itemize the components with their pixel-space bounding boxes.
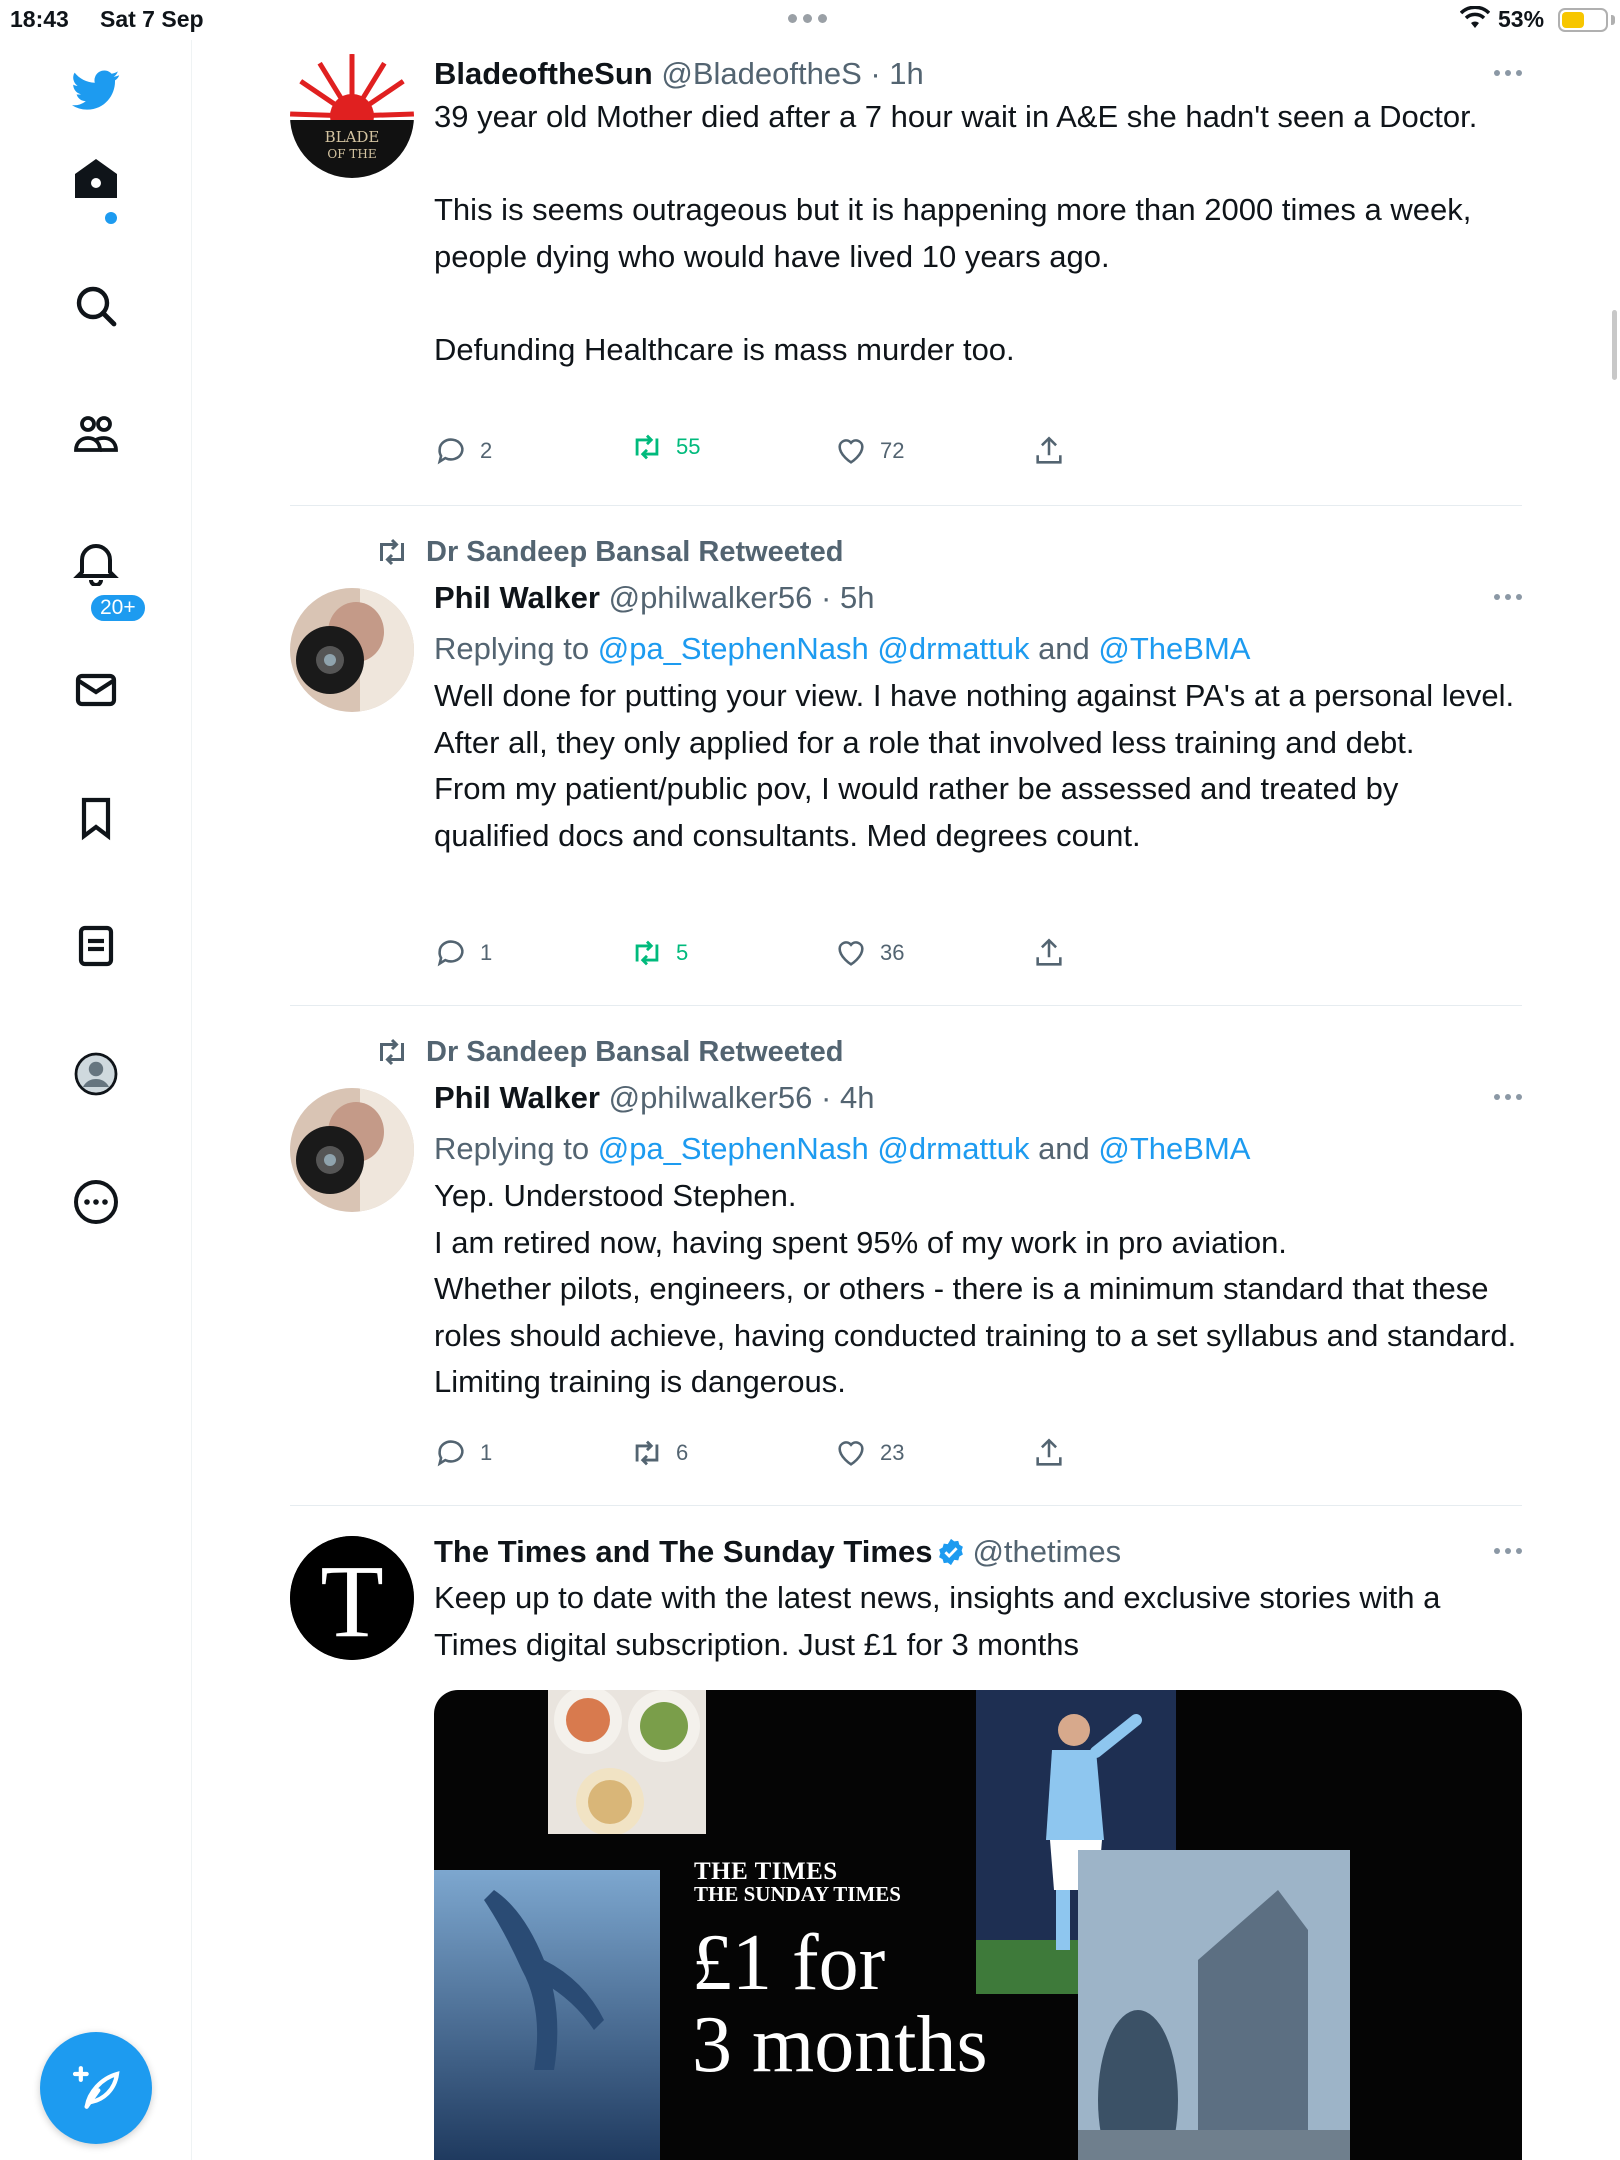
- retweet-context[interactable]: [374, 1034, 843, 1070]
- replying-to-and: and: [1029, 631, 1099, 666]
- ad-photo-food: [548, 1690, 706, 1834]
- like-count: 36: [880, 940, 905, 965]
- tweet-header: [434, 578, 1522, 618]
- tweet-actions: [434, 1436, 1134, 1476]
- ad-photo-city: [1078, 1850, 1350, 2160]
- status-time: 18:43: [10, 6, 69, 32]
- reply-button[interactable]: [434, 434, 492, 468]
- user-handle[interactable]: @philwalker56: [608, 1080, 813, 1115]
- avatar[interactable]: [290, 1536, 414, 1660]
- status-bar: [0, 0, 1620, 40]
- tweet-header: [434, 1078, 1522, 1118]
- share-icon: [1032, 1436, 1066, 1470]
- battery-icon: [1558, 8, 1608, 32]
- divider: [290, 505, 1522, 506]
- like-button[interactable]: [834, 434, 904, 468]
- like-count: 72: [880, 438, 905, 463]
- tweet-header: [434, 1532, 1522, 1572]
- wifi-icon: [1460, 6, 1490, 30]
- replying-to: [434, 629, 1522, 669]
- more-options-icon[interactable]: [1482, 594, 1522, 600]
- lists-icon[interactable]: [68, 918, 124, 974]
- svg-text:OF THE: OF THE: [327, 147, 377, 161]
- avatar[interactable]: [290, 1088, 414, 1212]
- heart-icon: [834, 434, 868, 468]
- tweet-actions: [434, 434, 1134, 474]
- home-icon[interactable]: [68, 150, 124, 206]
- verified-badge-icon: [936, 1537, 966, 1567]
- reply-icon: [434, 936, 468, 970]
- retweet-icon: [374, 1034, 410, 1070]
- share-button[interactable]: [1032, 936, 1066, 970]
- avatar[interactable]: [290, 588, 414, 712]
- retweet-context[interactable]: [374, 534, 843, 570]
- mention-link[interactable]: @pa_StephenNash @drmattuk: [597, 1131, 1030, 1166]
- tweet-text: 39 year old Mother died after a 7 hour wait in A&E she hadn't seen a Doctor. This is seems outrageous but it is happening more than 2000 times a week, people dying who would have lived 10 years ago. Defunding Healthcare is mass murder too.: [434, 99, 1478, 367]
- mention-link[interactable]: @TheBMA: [1098, 1131, 1251, 1166]
- ad-headline: £1 for 3 months: [692, 1919, 988, 2089]
- retweet-icon: [630, 936, 664, 970]
- replying-to-label: Replying to: [434, 631, 598, 666]
- ad-media-card[interactable]: [434, 1690, 1522, 2160]
- display-name[interactable]: The Times and The Sunday Times: [434, 1534, 933, 1569]
- tweet-text: Yep. Understood Stephen. I am retired now, having spent 95% of my work in pro aviation. Whether pilots, engineers, or others - there is a minimum standard that these roles should achieve, having conducted training to a set syllabus and standard. Limiting training is dangerous.: [434, 1178, 1517, 1399]
- tweet-time[interactable]: · 5h: [821, 580, 875, 615]
- notifications-badge: 20+: [88, 592, 148, 624]
- multitasking-dots-icon[interactable]: [788, 14, 827, 23]
- retweet-context-text: Dr Sandeep Bansal Retweeted: [426, 1035, 844, 1068]
- retweet-icon: [374, 534, 410, 570]
- ad-brand-line-1: THE TIMES: [694, 1858, 838, 1885]
- avatar-logo-text: BLADE: [324, 128, 380, 146]
- retweet-button[interactable]: [630, 430, 700, 464]
- tweet-time[interactable]: · 1h: [870, 56, 924, 91]
- twitter-logo-icon[interactable]: [68, 62, 124, 118]
- ad-photo-dancer: [434, 1870, 660, 2160]
- status-date: Sat 7 Sep: [100, 6, 204, 32]
- share-button[interactable]: [1032, 434, 1066, 468]
- battery-percent: 53%: [1498, 6, 1545, 32]
- display-name[interactable]: BladeoftheSun: [434, 56, 653, 91]
- reply-count: 1: [480, 940, 493, 965]
- like-button[interactable]: [834, 936, 904, 970]
- mention-link[interactable]: @TheBMA: [1098, 631, 1251, 666]
- retweet-button[interactable]: [630, 936, 688, 970]
- mention-link[interactable]: @pa_StephenNash @drmattuk: [597, 631, 1030, 666]
- retweet-count: 6: [676, 1440, 689, 1465]
- replying-to-and: and: [1029, 1131, 1099, 1166]
- scrollbar[interactable]: [1612, 310, 1617, 380]
- divider: [290, 1505, 1522, 1506]
- display-name[interactable]: Phil Walker: [434, 580, 600, 615]
- messages-icon[interactable]: [68, 662, 124, 718]
- retweet-icon: [630, 1436, 664, 1470]
- compose-tweet-icon: [68, 2060, 124, 2116]
- retweet-count: 5: [676, 940, 689, 965]
- reply-button[interactable]: [434, 936, 492, 970]
- reply-count: 1: [480, 1440, 493, 1465]
- more-options-icon[interactable]: [1482, 70, 1522, 76]
- user-handle[interactable]: @philwalker56: [608, 580, 813, 615]
- heart-icon: [834, 1436, 868, 1470]
- home-unread-dot: [105, 212, 117, 224]
- communities-icon[interactable]: [68, 406, 124, 462]
- avatar[interactable]: [290, 54, 414, 178]
- tweet-time[interactable]: · 4h: [821, 1080, 875, 1115]
- reply-count: 2: [480, 438, 493, 463]
- like-count: 23: [880, 1440, 905, 1465]
- share-icon: [1032, 434, 1066, 468]
- divider: [290, 1005, 1522, 1006]
- retweet-icon: [630, 430, 664, 464]
- heart-icon: [834, 936, 868, 970]
- tweet-header: [434, 54, 1522, 94]
- ad-brand-line-2: THE SUNDAY TIMES: [694, 1882, 901, 1906]
- more-icon[interactable]: [68, 1174, 124, 1230]
- display-name[interactable]: Phil Walker: [434, 1080, 600, 1115]
- share-button[interactable]: [1032, 1436, 1066, 1470]
- avatar-logo-text: T: [320, 1544, 384, 1659]
- more-options-icon[interactable]: [1482, 1094, 1522, 1100]
- profile-icon[interactable]: [68, 1046, 124, 1102]
- retweet-context-text: Dr Sandeep Bansal Retweeted: [426, 535, 844, 568]
- reply-icon: [434, 434, 468, 468]
- share-icon: [1032, 936, 1066, 970]
- retweet-count: 55: [676, 434, 701, 459]
- tweet-text: Well done for putting your view. I have nothing against PA's at a personal level. After all, they only applied for a role that involved less training and debt. From my patient/public pov, I would rather be assessed and treated by qualified docs and consultants. Med degrees count.: [434, 678, 1515, 853]
- explore-icon[interactable]: [68, 278, 124, 334]
- user-handle[interactable]: @thetimes: [972, 1534, 1122, 1569]
- user-handle[interactable]: @BladeoftheS: [661, 56, 862, 91]
- tweet-text: Keep up to date with the latest news, insights and exclusive stories with a Times digital subscription. Just £1 for 3 months: [434, 1580, 1441, 1662]
- retweet-button[interactable]: [630, 1436, 688, 1470]
- notifications-icon[interactable]: [68, 534, 124, 590]
- reply-icon: [434, 1436, 468, 1470]
- more-options-icon[interactable]: [1482, 1548, 1522, 1554]
- sidebar: [0, 40, 192, 2160]
- replying-to-label: Replying to: [434, 1131, 598, 1166]
- tweet-actions: [434, 936, 1134, 976]
- replying-to: [434, 1129, 1522, 1169]
- reply-button[interactable]: [434, 1436, 492, 1470]
- bookmarks-icon[interactable]: [68, 790, 124, 846]
- like-button[interactable]: [834, 1436, 904, 1470]
- compose-tweet-button[interactable]: [40, 2032, 152, 2144]
